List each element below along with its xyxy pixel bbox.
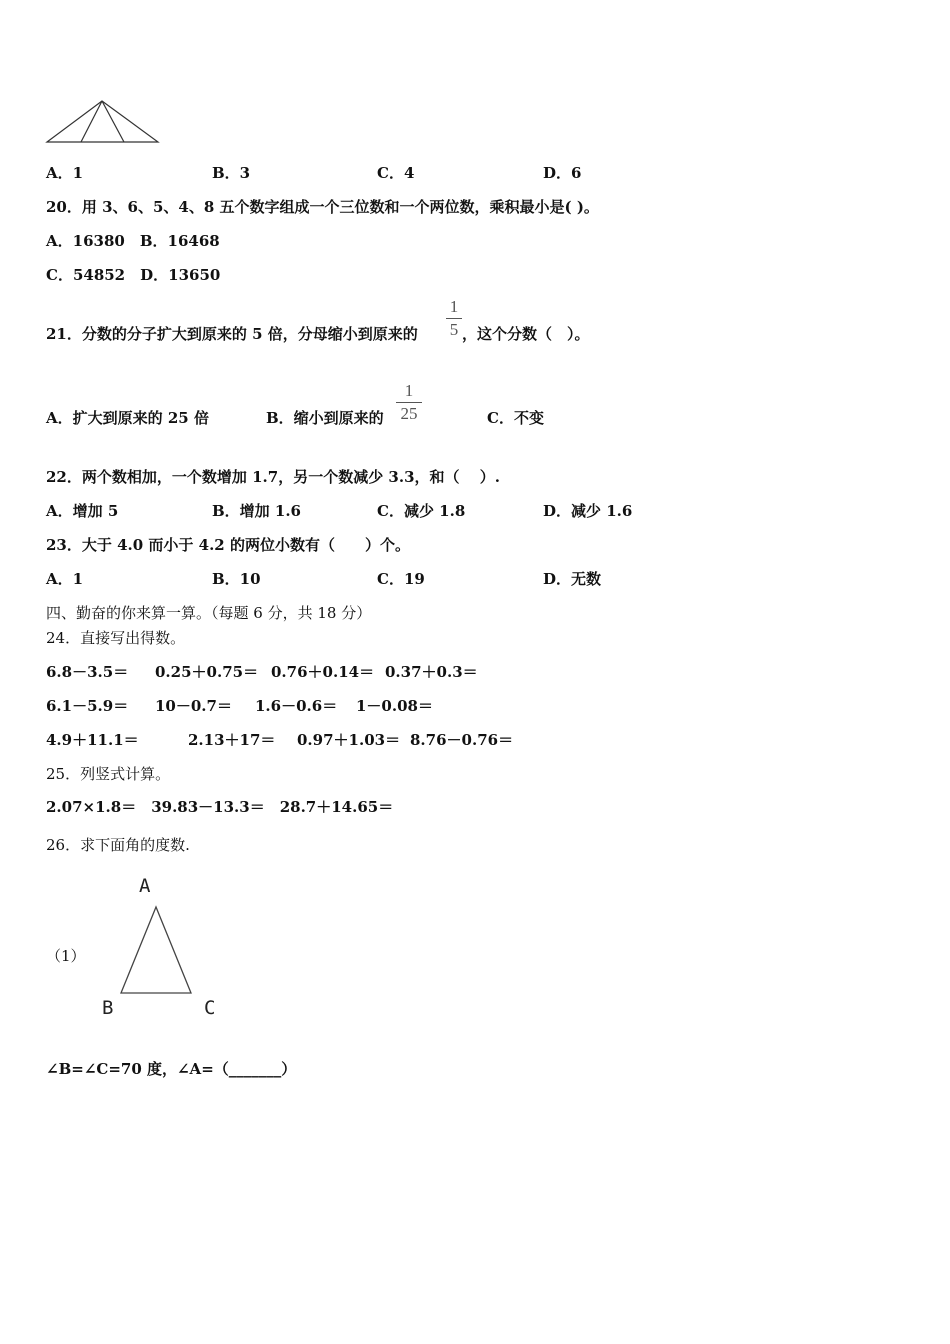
q21-option-a: A．扩大到原来的 25 倍 bbox=[46, 409, 209, 427]
vertex-label-a: A bbox=[139, 875, 151, 897]
q23-question: 23．大于 4.0 而小于 4.2 的两位小数有（ ）个。 bbox=[46, 536, 410, 554]
q23-option-c: C．19 bbox=[377, 570, 425, 588]
q21-option-b-denominator: 25 bbox=[400, 404, 418, 423]
q19-option-d: D．6 bbox=[543, 164, 582, 182]
q21-option-b: B．缩小到原来的 bbox=[266, 409, 384, 427]
q19-option-b: B．3 bbox=[212, 164, 251, 182]
q24-r1-c2: 0.25＋0.75＝ bbox=[155, 663, 259, 681]
q21-fraction-denominator: 5 bbox=[449, 320, 459, 339]
q20-question: 20．用 3、6、5、4、8 五个数字组成一个三位数和一个两位数，乘积最小是( )。 bbox=[46, 198, 599, 216]
q24-r2-c1: 6.1－5.9＝ bbox=[46, 697, 129, 715]
q21-option-b-numerator: 1 bbox=[404, 381, 414, 400]
q24-r3-c2: 2.13＋17＝ bbox=[188, 731, 276, 749]
outer-triangle bbox=[47, 101, 158, 142]
q23-option-d: D．无数 bbox=[543, 570, 602, 588]
section-heading: 四、勤奋的你来算一算。（每题 6 分，共 18 分） bbox=[46, 604, 372, 622]
q24-r1-c4: 0.37＋0.3＝ bbox=[385, 663, 478, 681]
q19-option-c: C．4 bbox=[377, 164, 415, 182]
q20-options-row1: A．16380 B．16468 bbox=[46, 232, 220, 250]
q25-question: 25．列竖式计算。 bbox=[46, 765, 171, 783]
q21-option-b-fraction bbox=[396, 382, 422, 422]
q26-condition: ∠B=∠C=70 度，∠A=（_______） bbox=[46, 1060, 297, 1078]
q22-option-b: B．增加 1.6 bbox=[212, 502, 301, 520]
triangle-abc bbox=[121, 907, 191, 993]
q24-r2-c2: 10－0.7＝ bbox=[155, 697, 232, 715]
q22-option-a: A．增加 5 bbox=[46, 502, 119, 520]
q21-question-after: ，这个分数（ ）。 bbox=[462, 325, 590, 343]
vertex-label-b: B bbox=[102, 997, 114, 1019]
isosceles-triangle-figure bbox=[118, 903, 196, 997]
q26-question: 26．求下面角的度数. bbox=[46, 836, 190, 854]
q22-option-c: C．减少 1.8 bbox=[377, 502, 466, 520]
inner-line-left bbox=[81, 101, 102, 142]
q24-r2-c3: 1.6－0.6＝ bbox=[255, 697, 338, 715]
q25-expressions: 2.07×1.8＝ 39.83－13.3＝ 28.7＋14.65＝ bbox=[46, 798, 394, 816]
q21-option-c: C．不变 bbox=[487, 409, 544, 427]
q23-option-a: A．1 bbox=[46, 570, 84, 588]
q22-option-d: D．减少 1.6 bbox=[543, 502, 633, 520]
q24-question: 24．直接写出得数。 bbox=[46, 629, 186, 647]
q24-r1-c1: 6.8－3.5＝ bbox=[46, 663, 129, 681]
triangle-figure-q19 bbox=[44, 96, 162, 146]
q20-options-row2: C．54852 D．13650 bbox=[46, 266, 221, 284]
q21-fraction-numerator: 1 bbox=[449, 297, 459, 316]
q24-r3-c3: 0.97＋1.03＝ bbox=[297, 731, 401, 749]
vertex-label-c: C bbox=[204, 997, 216, 1019]
q24-r3-c1: 4.9＋11.1＝ bbox=[46, 731, 139, 749]
inner-line-right bbox=[102, 101, 124, 142]
q23-option-b: B．10 bbox=[212, 570, 261, 588]
q24-r2-c4: 1－0.08＝ bbox=[356, 697, 433, 715]
q26-part-label: （1） bbox=[46, 947, 86, 965]
q24-r1-c3: 0.76＋0.14＝ bbox=[271, 663, 375, 681]
q21-question-before: 21．分数的分子扩大到原来的 5 倍，分母缩小到原来的 bbox=[46, 325, 418, 343]
fraction-bar bbox=[396, 402, 422, 403]
q24-r3-c4: 8.76－0.76＝ bbox=[410, 731, 514, 749]
fraction-bar bbox=[446, 318, 462, 319]
q19-option-a: A．1 bbox=[46, 164, 84, 182]
q21-fraction bbox=[446, 298, 462, 338]
q22-question: 22．两个数相加，一个数增加 1.7，另一个数减少 3.3，和（ ）. bbox=[46, 468, 500, 486]
